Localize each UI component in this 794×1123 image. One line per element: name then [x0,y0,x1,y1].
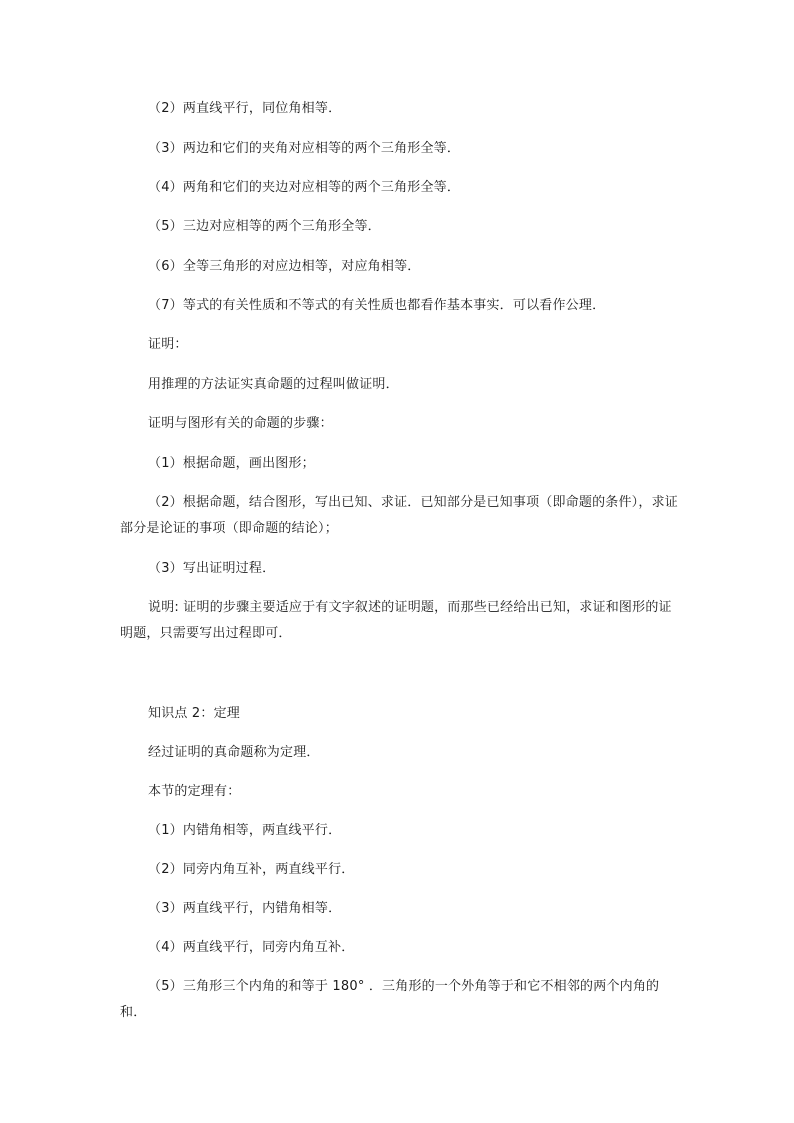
paragraph-theorem-2: （2）同旁内角互补，两直线平行． [148,862,355,877]
paragraph-step-3: （3）写出证明过程． [148,561,276,576]
paragraph-theorem-3: （3）两直线平行，内错角相等． [148,901,342,916]
heading-proof: 证明： [148,337,188,352]
heading-knowledge-point-2: 知识点 2：定理 [148,706,241,721]
paragraph-proof-definition: 用推理的方法证实真命题的过程叫做证明． [148,377,399,392]
paragraph-theorem-5: （5）三角形三个内角的和等于 180° ．三角形的一个外角等于和它不相邻的两个内角的和． [120,979,660,1020]
paragraph-note: 说明: 证明的步骤主要适应于有文字叙述的证明题，而那些已经给出已知，求证和图形的证明题，只需要写出过程即可． [120,600,672,641]
paragraph-theorem-4: （4）两直线平行，同旁内角互补． [148,940,355,955]
paragraph-property-5: （5）三边对应相等的两个三角形全等． [148,219,381,234]
paragraph-step-1: （1）根据命题，画出图形； [148,456,315,471]
paragraph-property-2: （2）两直线平行，同位角相等． [148,101,342,116]
paragraph-property-6: （6）全等三角形的对应边相等，对应角相等． [148,259,421,274]
paragraph-property-4: （4）两角和它们的夹边对应相等的两个三角形全等． [148,180,461,195]
paragraph-property-3: （3）两边和它们的夹角对应相等的两个三角形全等． [148,141,461,156]
paragraph-proof-steps-intro: 证明与图形有关的命题的步骤： [148,416,333,431]
paragraph-step-2: （2）根据命题，结合图形，写出已知、求证．已知部分是已知事项（即命题的条件），求证部分是论证的事项（即命题的结论）； [120,495,678,536]
paragraph-theorems-intro: 本节的定理有： [148,784,241,799]
paragraph-property-7: （7）等式的有关性质和不等式的有关性质也都看作基本事实．可以看作公理． [148,298,606,313]
paragraph-theorem-definition: 经过证明的真命题称为定理． [148,745,320,760]
paragraph-theorem-1: （1）内错角相等，两直线平行． [148,823,342,838]
